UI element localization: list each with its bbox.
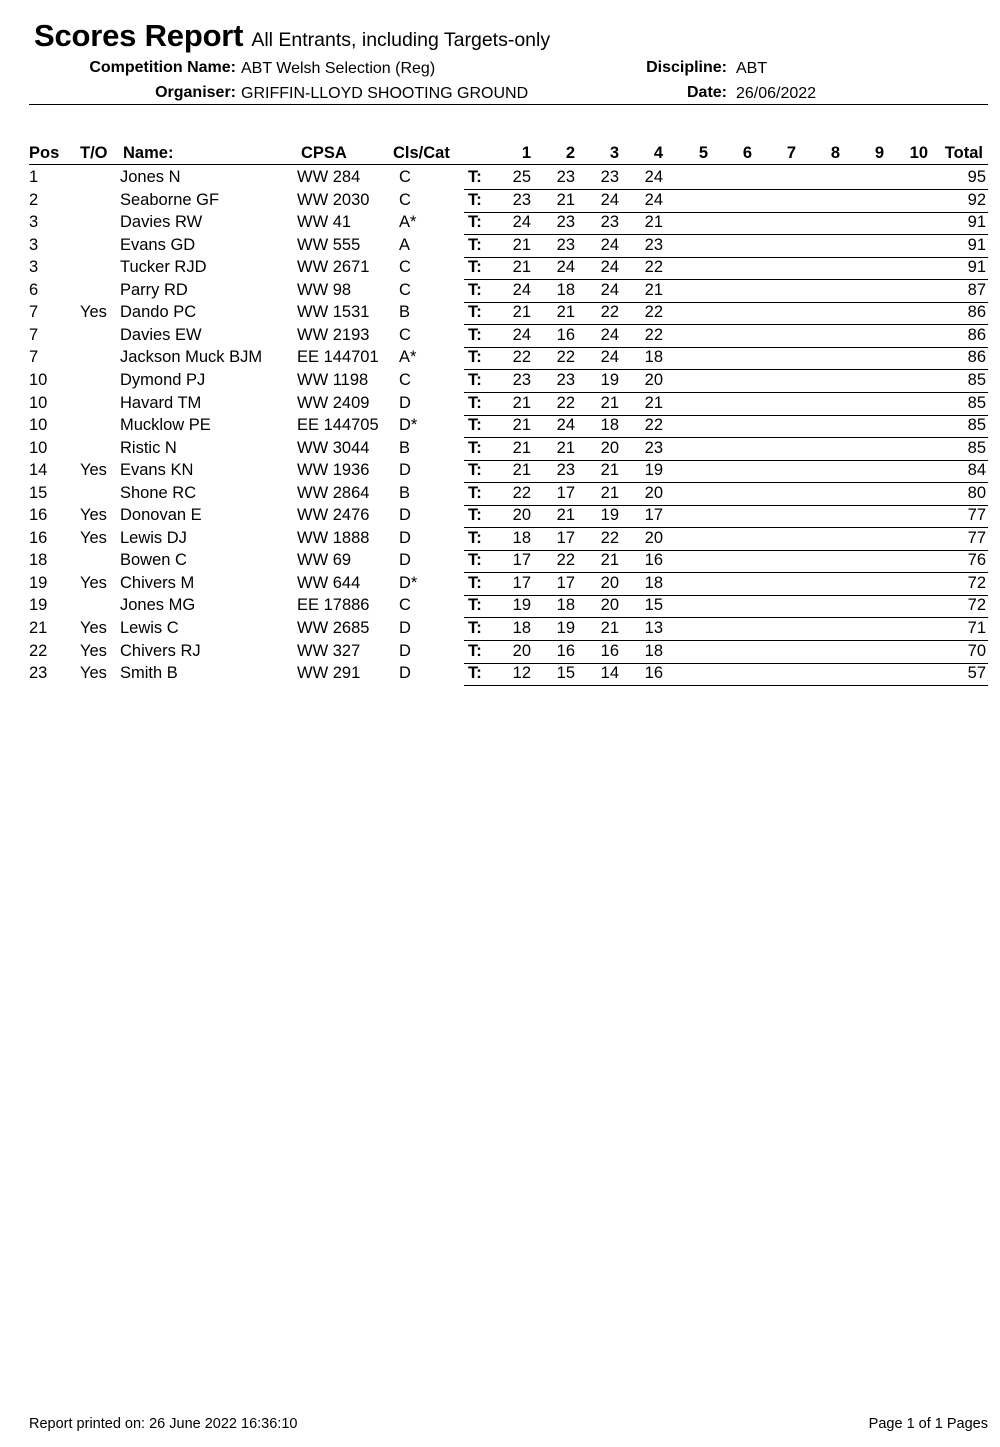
row-score: 22 [644,416,663,435]
report-subtitle: All Entrants, including Targets-only [251,29,551,51]
row-cpsa: WW 1888 [297,528,370,547]
row-name: Jones MG [120,596,196,615]
row-score: 21 [512,303,531,322]
row-total: 86 [967,348,986,367]
row-cpsa: WW 2476 [297,506,370,525]
row-total: 76 [967,551,986,570]
row-score: 23 [556,461,575,480]
row-score: 22 [644,325,663,344]
row-score: 18 [644,573,663,592]
row-targets-only: Yes [80,573,107,592]
row-cpsa: WW 2030 [297,190,370,209]
row-class: D [399,551,411,570]
row-cpsa: WW 2685 [297,619,370,637]
row-score: 24 [600,258,619,277]
row-name: Lewis DJ [120,528,187,547]
row-score: 24 [600,235,619,254]
row-targets-label: T: [468,168,482,186]
row-score: 21 [512,393,531,412]
row-targets-only: Yes [80,303,107,322]
row-score: 22 [512,483,531,502]
row-total: 91 [967,213,986,232]
row-divider [464,685,988,686]
row-targets-label: T: [468,551,482,570]
col-cls: Cls/Cat [393,144,450,162]
row-score: 23 [556,235,575,254]
row-total: 77 [967,506,986,525]
row-score: 16 [556,641,575,660]
row-class: D [399,461,411,480]
table-row [0,258,1000,281]
col-round-4: 4 [653,144,663,162]
row-pos: 10 [29,370,48,389]
row-score: 15 [644,596,663,615]
row-score: 16 [644,551,663,570]
row-cpsa: WW 2409 [297,393,370,412]
table-row [0,168,1000,191]
row-total: 92 [967,190,986,209]
row-targets-label: T: [468,528,482,547]
row-total: 85 [967,416,986,435]
row-pos: 18 [29,551,48,570]
row-score: 23 [512,190,531,209]
table-row [0,574,1000,597]
row-name: Shone RC [120,483,197,502]
row-targets-only: Yes [80,641,107,660]
row-cpsa: WW 327 [297,641,361,660]
row-targets-only: Yes [80,461,107,480]
row-cpsa: WW 1936 [297,461,370,480]
row-cpsa: WW 41 [297,213,352,232]
row-targets-label: T: [468,370,482,389]
row-targets-label: T: [468,280,482,299]
row-class: B [399,438,411,457]
row-score: 24 [644,190,663,209]
row-class: B [399,483,411,502]
row-cpsa: WW 2671 [297,258,370,277]
row-score: 24 [556,416,575,435]
row-score: 24 [512,325,531,344]
row-score: 22 [644,303,663,322]
table-row [0,281,1000,304]
row-pos: 10 [29,438,48,457]
row-pos: 3 [29,213,39,232]
report-title: Scores Report [34,18,244,53]
table-row [0,191,1000,214]
row-score: 16 [600,641,619,660]
row-score: 23 [600,213,619,232]
row-cpsa: WW 3044 [297,438,370,457]
row-class: C [399,190,411,209]
row-cpsa: WW 98 [297,280,352,299]
col-total: Total [944,144,983,162]
row-targets-label: T: [468,483,482,502]
row-cpsa: WW 69 [297,551,352,570]
row-score: 20 [600,438,619,457]
organiser-value: GRIFFIN-LLOYD SHOOTING GROUND [241,85,529,102]
row-score: 12 [512,664,531,683]
row-pos: 7 [29,348,39,367]
row-class: C [399,168,411,186]
row-score: 24 [600,190,619,209]
row-cpsa: WW 2193 [297,325,370,344]
row-targets-only: Yes [80,528,107,547]
row-class: D [399,619,411,637]
row-total: 86 [967,303,986,322]
row-score: 17 [512,551,531,570]
row-name: Dando PC [120,303,197,322]
row-name: Ristic N [120,438,177,457]
discipline-label: Discipline: [646,59,727,76]
row-score: 19 [512,596,531,615]
row-score: 16 [556,325,575,344]
row-score: 21 [556,506,575,525]
row-pos: 7 [29,303,39,322]
row-score: 20 [512,641,531,660]
col-round-5: 5 [698,144,708,162]
row-cpsa: WW 644 [297,573,361,592]
row-score: 19 [600,370,619,389]
row-total: 71 [967,619,986,637]
row-total: 91 [967,258,986,277]
row-name: Davies EW [120,325,202,344]
row-score: 20 [512,506,531,525]
row-score: 23 [600,168,619,186]
col-to: T/O [80,144,108,162]
row-score: 15 [556,664,575,683]
row-score: 22 [644,258,663,277]
row-score: 20 [644,483,663,502]
row-targets-label: T: [468,348,482,367]
row-score: 23 [644,438,663,457]
row-score: 24 [600,348,619,367]
row-name: Mucklow PE [120,416,211,435]
row-cpsa: EE 17886 [297,596,370,615]
row-pos: 3 [29,235,39,254]
row-targets-label: T: [468,213,482,232]
row-score: 24 [512,213,531,232]
row-pos: 21 [29,619,48,637]
row-total: 77 [967,528,986,547]
table-row [0,506,1000,529]
col-round-7: 7 [786,144,796,162]
row-name: Lewis C [120,619,179,637]
row-score: 23 [556,370,575,389]
table-row [0,664,1000,687]
row-score: 13 [644,619,663,637]
row-class: D [399,393,411,412]
row-targets-label: T: [468,258,482,277]
row-pos: 19 [29,573,48,592]
row-score: 21 [600,393,619,412]
page-count: Page 1 of 1 Pages [868,1416,988,1432]
row-score: 17 [556,528,575,547]
row-score: 20 [600,573,619,592]
row-score: 23 [512,370,531,389]
row-pos: 14 [29,461,48,480]
row-score: 21 [556,438,575,457]
row-targets-label: T: [468,438,482,457]
col-round-8: 8 [830,144,840,162]
row-total: 80 [967,483,986,502]
row-score: 24 [512,280,531,299]
row-class: D* [399,573,418,592]
header-divider [29,104,988,105]
table-row [0,461,1000,484]
row-pos: 15 [29,483,48,502]
col-round-10: 10 [909,144,928,162]
row-pos: 16 [29,506,48,525]
row-score: 19 [644,461,663,480]
table-row [0,439,1000,462]
row-class: C [399,370,411,389]
row-score: 17 [556,483,575,502]
row-score: 21 [644,280,663,299]
row-score: 21 [512,461,531,480]
col-cpsa: CPSA [301,144,347,162]
row-total: 86 [967,325,986,344]
row-class: A* [399,348,417,367]
row-score: 22 [556,551,575,570]
row-score: 17 [512,573,531,592]
row-targets-label: T: [468,325,482,344]
row-targets-only: Yes [80,619,107,637]
row-score: 21 [512,258,531,277]
row-score: 21 [644,393,663,412]
row-score: 17 [556,573,575,592]
row-pos: 22 [29,641,48,660]
row-score: 21 [512,438,531,457]
row-score: 22 [512,348,531,367]
row-class: D [399,664,411,683]
row-score: 18 [556,596,575,615]
row-score: 21 [556,303,575,322]
col-name: Name: [123,144,174,162]
row-pos: 16 [29,528,48,547]
col-round-3: 3 [609,144,619,162]
row-class: C [399,596,411,615]
row-targets-label: T: [468,235,482,254]
row-total: 85 [967,393,986,412]
row-total: 70 [967,641,986,660]
row-targets-only: Yes [80,664,107,683]
row-score: 24 [556,258,575,277]
row-score: 23 [644,235,663,254]
row-pos: 1 [29,168,39,186]
row-total: 57 [967,664,986,683]
row-name: Dymond PJ [120,370,206,389]
row-cpsa: WW 555 [297,235,361,254]
col-round-2: 2 [565,144,575,162]
row-targets-label: T: [468,573,482,592]
row-score: 24 [600,280,619,299]
row-name: Jones N [120,168,181,186]
row-name: Jackson Muck BJM [120,348,263,367]
row-score: 23 [556,168,575,186]
row-score: 23 [556,213,575,232]
table-row [0,371,1000,394]
row-score: 17 [644,506,663,525]
row-name: Havard TM [120,393,202,412]
row-score: 16 [644,664,663,683]
row-targets-label: T: [468,303,482,322]
row-pos: 2 [29,190,39,209]
table-row [0,326,1000,349]
table-row [0,484,1000,507]
row-pos: 10 [29,393,48,412]
row-name: Parry RD [120,280,188,299]
row-targets-label: T: [468,416,482,435]
table-row [0,348,1000,371]
report-header [34,18,550,54]
row-targets-label: T: [468,506,482,525]
row-score: 18 [644,641,663,660]
row-name: Evans GD [120,235,196,254]
row-targets-label: T: [468,619,482,637]
row-score: 20 [644,528,663,547]
row-name: Chivers RJ [120,641,201,660]
row-total: 91 [967,235,986,254]
row-total: 87 [967,280,986,299]
row-score: 18 [600,416,619,435]
row-class: C [399,258,411,277]
row-score: 22 [600,303,619,322]
column-divider [29,164,988,165]
table-row [0,416,1000,439]
row-score: 19 [600,506,619,525]
row-pos: 10 [29,416,48,435]
row-cpsa: WW 1531 [297,303,370,322]
row-pos: 3 [29,258,39,277]
row-score: 19 [556,619,575,637]
row-cpsa: WW 284 [297,168,361,186]
row-score: 20 [600,596,619,615]
row-score: 22 [556,393,575,412]
row-cpsa: EE 144705 [297,416,379,435]
row-pos: 19 [29,596,48,615]
row-score: 24 [600,325,619,344]
row-name: Seaborne GF [120,190,220,209]
row-score: 14 [600,664,619,683]
row-score: 21 [512,235,531,254]
table-row [0,213,1000,236]
row-score: 21 [600,461,619,480]
row-score: 22 [600,528,619,547]
competition-label: Competition Name: [89,59,236,76]
row-name: Evans KN [120,461,194,480]
row-name: Bowen C [120,551,187,570]
row-score: 21 [512,416,531,435]
row-total: 85 [967,370,986,389]
discipline-value: ABT [736,60,768,77]
table-row [0,596,1000,619]
row-class: C [399,280,411,299]
row-total: 84 [967,461,986,480]
row-score: 18 [512,528,531,547]
table-row [0,529,1000,552]
row-name: Chivers M [120,573,195,592]
col-round-6: 6 [742,144,752,162]
row-class: A* [399,213,417,232]
row-total: 72 [967,596,986,615]
row-score: 22 [556,348,575,367]
row-class: D [399,641,411,660]
organiser-label: Organiser: [155,84,236,101]
row-targets-label: T: [468,461,482,480]
competition-value: ABT Welsh Selection (Reg) [241,60,436,77]
col-round-1: 1 [521,144,531,162]
row-cpsa: WW 2864 [297,483,370,502]
table-row [0,642,1000,665]
table-row [0,303,1000,326]
row-class: D [399,528,411,547]
row-score: 18 [556,280,575,299]
row-score: 21 [600,619,619,637]
row-pos: 6 [29,280,39,299]
row-class: C [399,325,411,344]
table-row [0,394,1000,417]
row-cpsa: WW 1198 [297,370,369,389]
printed-on: Report printed on: 26 June 2022 16:36:10 [29,1416,298,1432]
row-score: 25 [512,168,531,186]
row-score: 18 [644,348,663,367]
table-row [0,619,1000,642]
row-class: A [399,235,411,254]
row-score: 24 [644,168,663,186]
row-pos: 7 [29,325,39,344]
row-score: 21 [556,190,575,209]
row-pos: 23 [29,664,48,683]
row-score: 21 [600,483,619,502]
date-value: 26/06/2022 [736,85,817,102]
table-row [0,236,1000,259]
table-row [0,551,1000,574]
row-name: Donovan E [120,506,202,525]
row-score: 18 [512,619,531,637]
row-targets-label: T: [468,190,482,209]
col-pos: Pos [29,144,60,162]
row-total: 85 [967,438,986,457]
row-class: D [399,506,411,525]
row-targets-label: T: [468,664,482,683]
col-round-9: 9 [874,144,884,162]
row-class: B [399,303,411,322]
row-name: Smith B [120,664,178,683]
row-targets-only: Yes [80,506,107,525]
row-total: 72 [967,573,986,592]
date-label: Date: [686,84,727,101]
row-score: 20 [644,370,663,389]
row-targets-label: T: [468,596,482,615]
row-score: 21 [600,551,619,570]
row-name: Tucker RJD [120,258,207,277]
row-targets-label: T: [468,641,482,660]
row-targets-label: T: [468,393,482,412]
row-cpsa: EE 144701 [297,348,379,367]
row-cpsa: WW 291 [297,664,361,683]
row-score: 21 [644,213,663,232]
row-total: 95 [967,168,986,186]
row-name: Davies RW [120,213,203,232]
row-class: D* [399,416,418,435]
